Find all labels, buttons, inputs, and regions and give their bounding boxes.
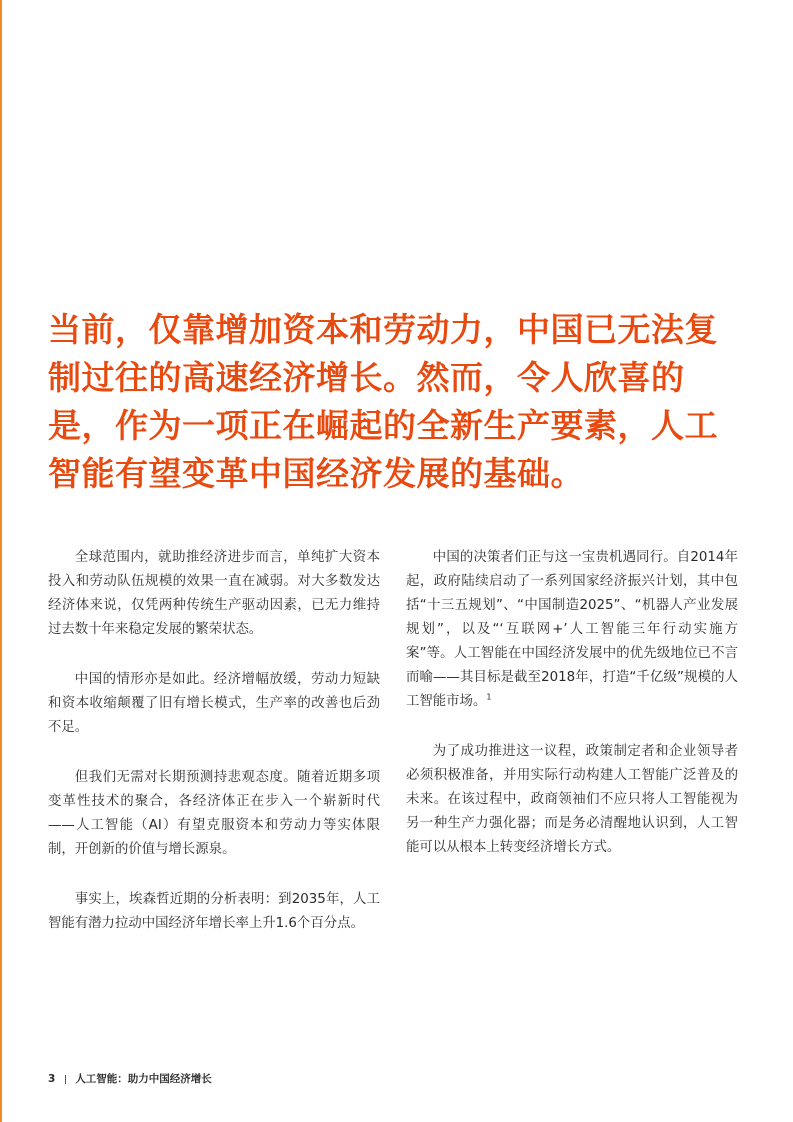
paragraph-text: 中国的决策者们正与这一宝贵机遇同行。自2014年起，政府陆续启动了一系列国家经济振兴计划，其中包括“十三五规划”、“中国制造2025”、“机器人产业发展规划”，以及“‘互联网+’人工智能三年行动实施方案”等。人工智能在中国经济发展中的优先级地位已不言而喻——其目标是截至2018年，打造“千亿级”规模的人工智能市场。 [406, 550, 738, 709]
page-number: 3 [48, 1073, 56, 1085]
footer-separator [65, 1075, 66, 1084]
body-paragraph: 为了成功推进这一议程，政策制定者和企业领导者必须积极准备，并用实际行动构建人工智能广泛普及的未来。在该过程中，政商领袖们不应只将人工智能视为另一种生产力强化器；而是务必清醒地认识到，人工智能可以从根本上转变经济增长方式。 [406, 744, 738, 855]
body-paragraph: 中国的情形亦是如此。经济增幅放缓，劳动力短缺和资本收缩颠覆了旧有增长模式，生产率的改善也后劲不足。 [48, 672, 380, 735]
right-text-column [406, 546, 738, 886]
body-paragraph: 全球范围内，就助推经济进步而言，单纯扩大资本投入和劳动队伍规模的效果一直在减弱。对大多数发达经济体来说，仅凭两种传统生产驱动因素，已无力维持过去数十年来稳定发展的繁荣状态。 [48, 550, 380, 637]
body-paragraph: 事实上，埃森哲近期的分析表明：到2035年，人工智能有潜力拉动中国经济年增长率上升1.6个百分点。 [48, 892, 380, 931]
page-edge-line [0, 0, 2, 1122]
page-footer [48, 1072, 212, 1086]
body-paragraph: 但我们无需对长期预测持悲观态度。随着近期多项变革性技术的聚合，各经济体正在步入一个崭新时代——人工智能（AI）有望克服资本和劳动力等实体限制，开创新的价值与增长源泉。 [48, 770, 380, 857]
footnote-marker: 1 [486, 692, 492, 702]
left-text-column [48, 546, 380, 962]
body-paragraph [406, 546, 738, 714]
running-title: 人工智能：助力中国经济增长 [75, 1073, 212, 1085]
page-headline: 当前，仅靠增加资本和劳动力，中国已无法复制过往的高速经济增长。然而，令人欣喜的是，作为一项正在崛起的全新生产要素，人工智能有望变革中国经济发展的基础。 [48, 310, 718, 493]
